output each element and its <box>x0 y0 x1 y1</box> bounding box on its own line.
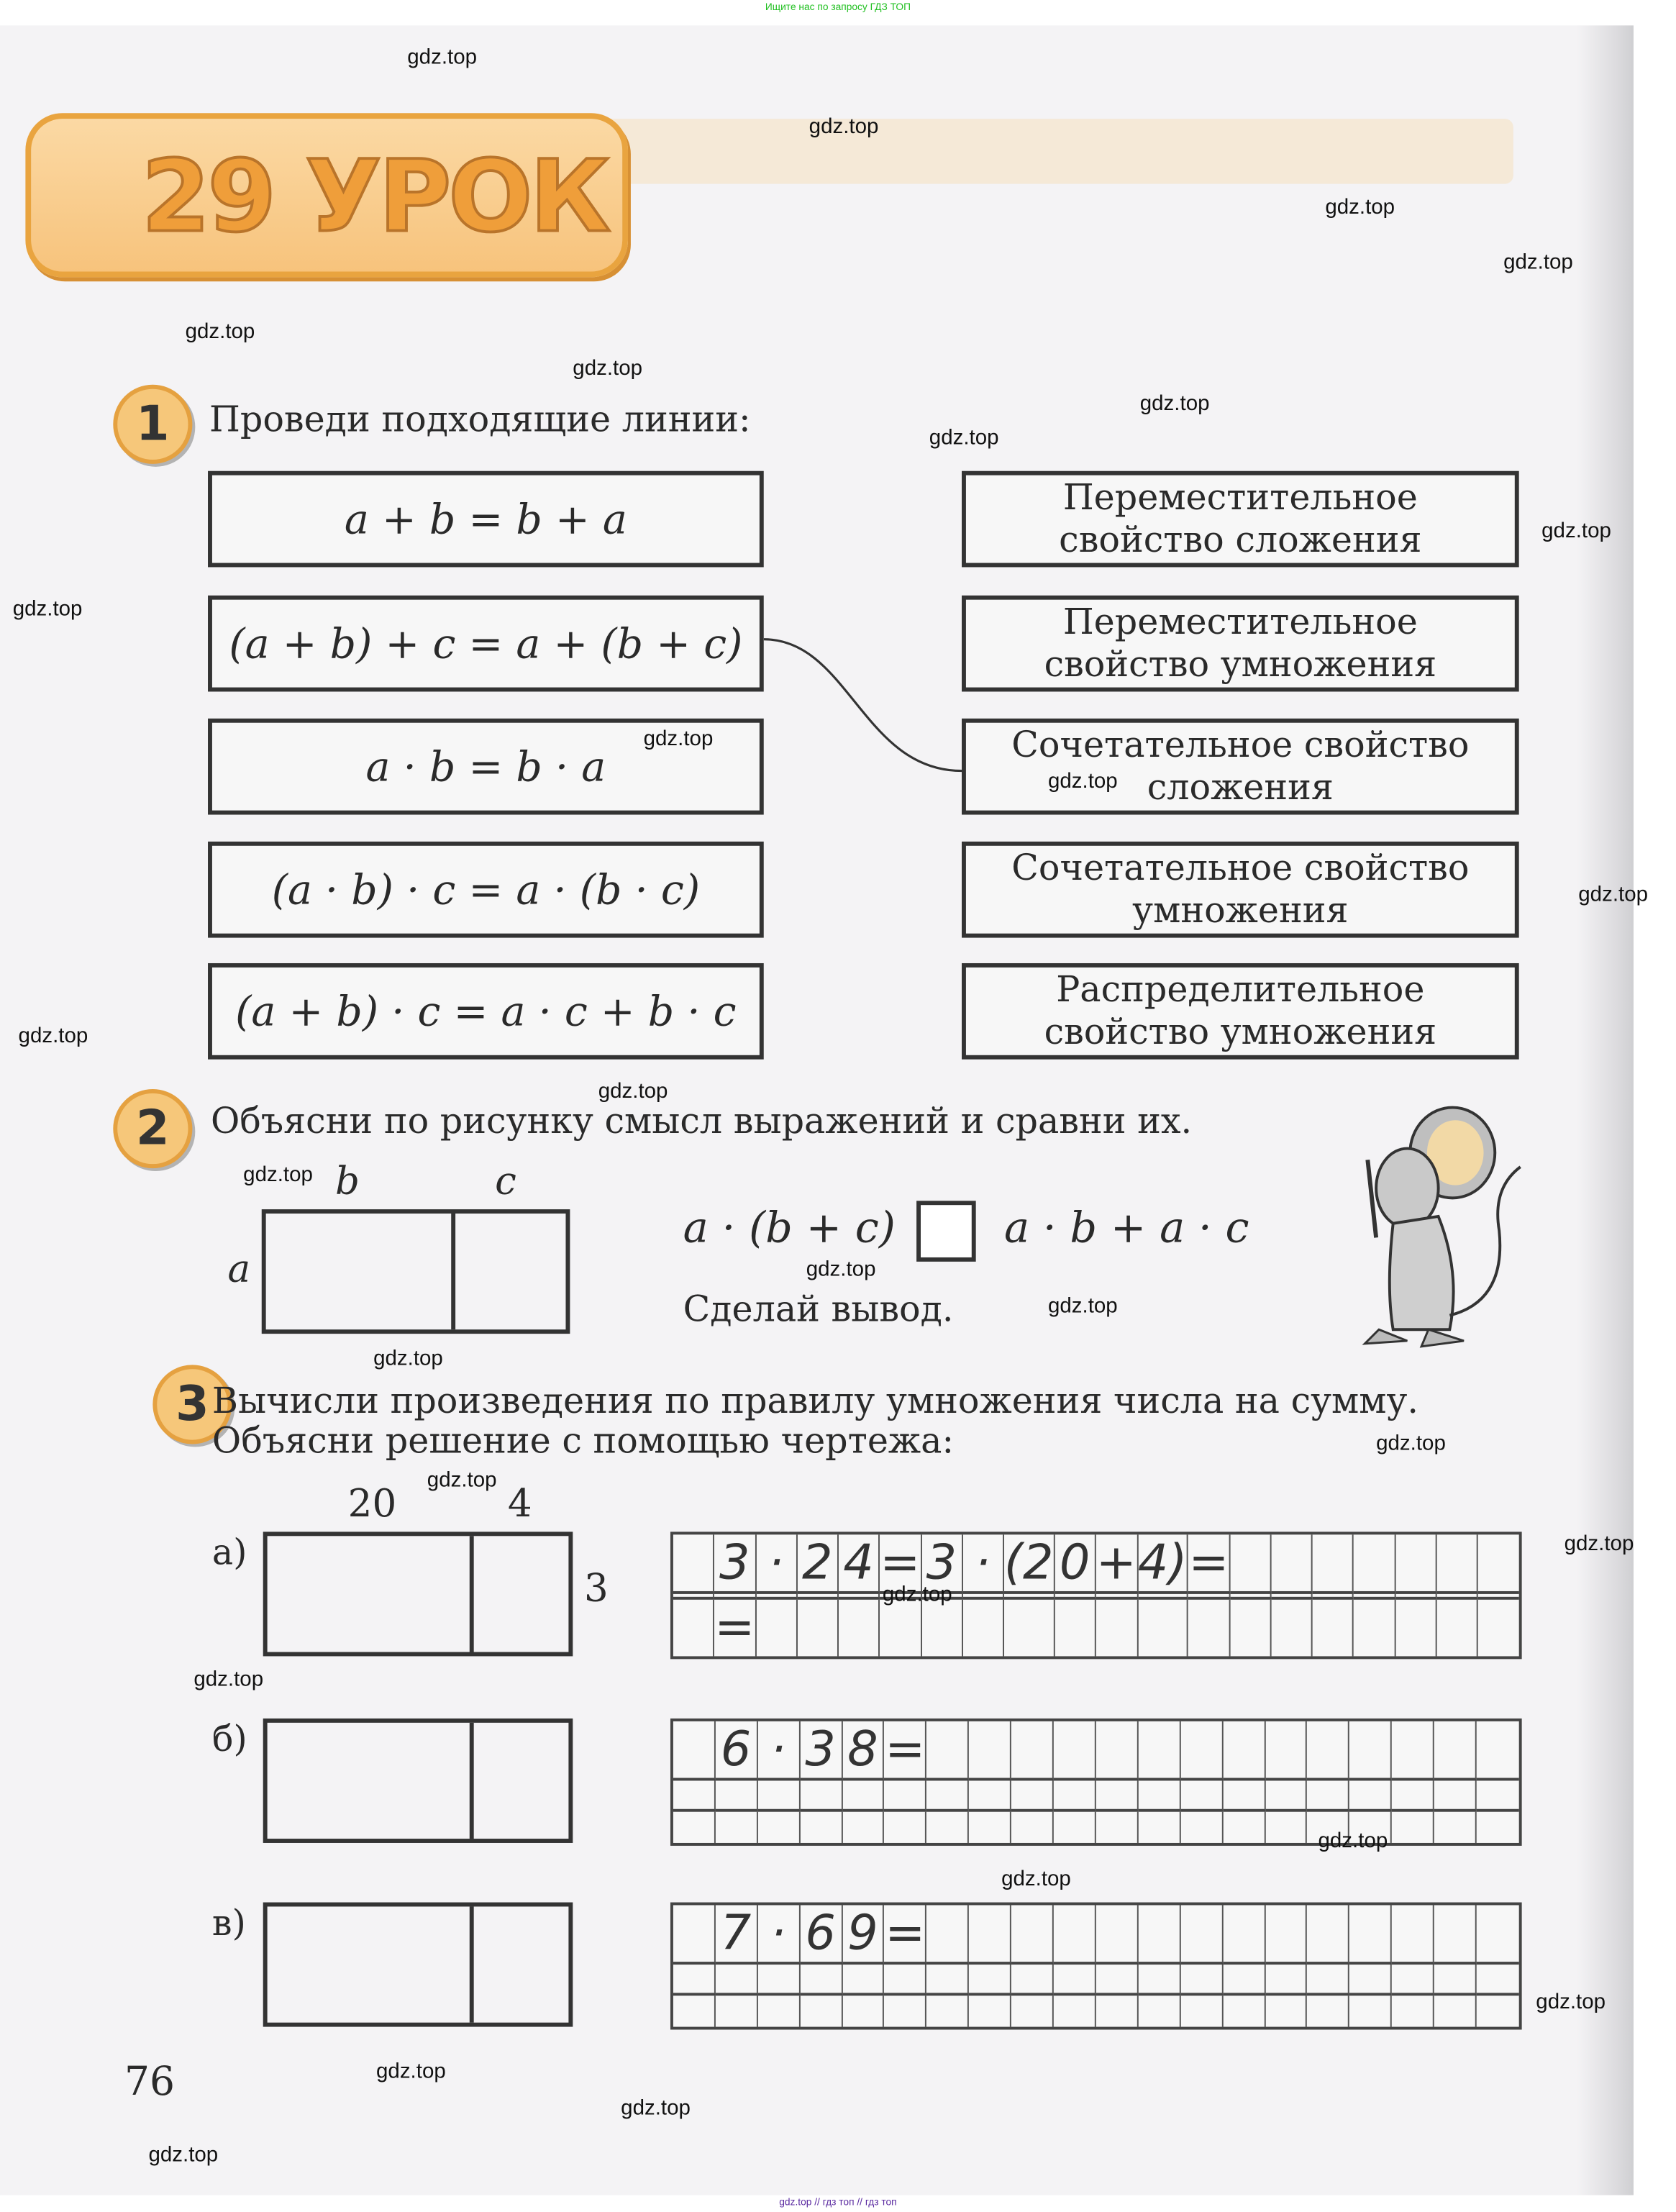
grid-cell[interactable]: = <box>885 1721 927 1781</box>
task2-title: Объясни по рисунку смысл выражений и сравни их. <box>210 1100 1193 1142</box>
grid-cell[interactable] <box>1308 1965 1350 1995</box>
watermark: gdz.top <box>882 1583 952 1607</box>
watermark: gdz.top <box>1503 250 1573 275</box>
grid-cell[interactable]: · <box>757 1721 800 1781</box>
grid-cell[interactable] <box>1054 1780 1096 1811</box>
grid-cell[interactable] <box>800 1780 842 1811</box>
grid-cell[interactable] <box>1477 1594 1518 1600</box>
grid-cell[interactable]: 6 <box>716 1721 758 1781</box>
grid-cell[interactable]: (2 <box>1004 1534 1055 1594</box>
task3-title-line1: Вычисли произведения по правилу умножения числа на сумму. <box>211 1380 1419 1422</box>
grid-cell[interactable] <box>1096 1594 1138 1600</box>
grid-cell[interactable] <box>969 1965 1011 1995</box>
grid-cell[interactable] <box>1350 1995 1393 2026</box>
grid-cell[interactable] <box>1477 1600 1518 1657</box>
page-number: 76 <box>124 2057 176 2105</box>
grid-cell[interactable]: 8 <box>842 1721 885 1781</box>
grid-cell[interactable] <box>716 1812 758 1843</box>
part-label: а) <box>211 1531 247 1573</box>
property-box[interactable] <box>962 471 1519 568</box>
conclusion-prompt: Сделай вывод. <box>683 1288 954 1330</box>
label-20: 20 <box>347 1482 397 1526</box>
grid-cell[interactable] <box>1055 1594 1096 1600</box>
grid-cell[interactable] <box>1054 1905 1096 1965</box>
grid-cell[interactable] <box>1308 1780 1350 1811</box>
grid-cell[interactable] <box>673 1721 716 1781</box>
grid-cell[interactable] <box>1477 1534 1518 1594</box>
grid-cell[interactable] <box>1350 1780 1393 1811</box>
answer-grid[interactable] <box>670 1719 1522 1846</box>
grid-cell[interactable] <box>1055 1600 1096 1657</box>
grid-cell[interactable] <box>1265 1780 1308 1811</box>
grid-cell[interactable] <box>927 1780 970 1811</box>
watermark: gdz.top <box>1325 195 1395 219</box>
grid-cell[interactable] <box>1392 1965 1434 1995</box>
task1-title: Проведи подходящие линии: <box>209 399 751 440</box>
watermark: gdz.top <box>598 1079 668 1103</box>
property-text: Распределительное свойство умножения <box>1044 968 1437 1052</box>
footer-note: gdz.top // гдз топ // гдз топ <box>779 2198 897 2208</box>
grid-cell[interactable] <box>885 1780 927 1811</box>
watermark: gdz.top <box>1376 1431 1446 1456</box>
grid-cell[interactable] <box>1265 1965 1308 1995</box>
grid-cell[interactable] <box>1230 1534 1271 1594</box>
grid-cell[interactable] <box>1313 1600 1354 1657</box>
property-box[interactable] <box>962 842 1519 938</box>
grid-cell[interactable] <box>927 1721 970 1781</box>
grid-cell[interactable] <box>1477 1721 1519 1781</box>
grid-cell[interactable] <box>1139 1721 1181 1781</box>
grid-cell[interactable] <box>1354 1594 1395 1600</box>
watermark: gdz.top <box>1318 1829 1388 1853</box>
task3-title-line2: Объясни решение с помощью чертежа: <box>211 1420 955 1462</box>
grid-cell[interactable] <box>1139 1780 1181 1811</box>
grid-cell[interactable] <box>1272 1534 1313 1594</box>
left-expression: a · (b + c) <box>683 1203 896 1254</box>
watermark: gdz.top <box>376 2059 446 2084</box>
grid-cell[interactable] <box>1350 1965 1393 1995</box>
grid-cell[interactable] <box>1265 1812 1308 1843</box>
watermark: gdz.top <box>1001 1867 1071 1891</box>
grid-cell[interactable]: 9 <box>842 1905 885 1965</box>
grid-cell[interactable] <box>1436 1594 1477 1600</box>
formula-text: (a + b) · c = a · c + b · c <box>235 987 737 1036</box>
watermark: gdz.top <box>929 425 999 450</box>
grid-cell[interactable] <box>673 1995 716 2026</box>
grid-cell[interactable] <box>673 1534 714 1594</box>
grid-cell[interactable] <box>969 1721 1011 1781</box>
grid-cell[interactable] <box>757 1965 800 1995</box>
grid-cell[interactable] <box>1308 1995 1350 2026</box>
grid-cell[interactable] <box>1054 1965 1096 1995</box>
grid-cell[interactable] <box>1313 1534 1354 1594</box>
grid-cell[interactable]: · <box>963 1534 1004 1594</box>
grid-cell[interactable] <box>1011 1905 1054 1965</box>
grid-cell[interactable] <box>1272 1594 1313 1600</box>
grid-cell[interactable]: = <box>1188 1534 1230 1594</box>
grid-cell[interactable] <box>716 1780 758 1811</box>
grid-cell[interactable] <box>963 1600 1004 1657</box>
grid-cell[interactable] <box>1223 1721 1265 1781</box>
grid-cell[interactable] <box>1392 1905 1434 1965</box>
grid-cell[interactable] <box>673 1780 716 1811</box>
grid-cell[interactable] <box>1350 1905 1393 1965</box>
grid-cell[interactable]: + <box>1096 1534 1138 1594</box>
label-4: 4 <box>507 1482 532 1526</box>
grid-cell[interactable] <box>1180 1905 1223 1965</box>
grid-cell[interactable] <box>1180 1780 1223 1811</box>
grid-cell[interactable] <box>927 1812 970 1843</box>
grid-cell[interactable] <box>1054 1812 1096 1843</box>
grid-cell[interactable] <box>756 1594 797 1600</box>
grid-cell[interactable]: = <box>880 1534 921 1594</box>
grid-cell[interactable] <box>1477 1905 1519 1965</box>
grid-cell[interactable] <box>1139 1965 1181 1995</box>
grid-cell[interactable] <box>1180 1965 1223 1995</box>
formula-box[interactable] <box>208 596 764 692</box>
grid-cell[interactable] <box>880 1600 921 1657</box>
grid-cell[interactable] <box>963 1594 1004 1600</box>
grid-cell[interactable] <box>1180 1721 1223 1781</box>
grid-cell[interactable] <box>1392 1721 1434 1781</box>
grid-cell[interactable] <box>1265 1721 1308 1781</box>
grid-cell[interactable]: 4 <box>839 1534 880 1594</box>
grid-cell[interactable] <box>1434 1995 1477 2026</box>
grid-cell[interactable] <box>969 1905 1011 1965</box>
grid-cell[interactable] <box>1223 1905 1265 1965</box>
grid-cell[interactable] <box>800 1965 842 1995</box>
grid-cell[interactable] <box>1180 1812 1223 1843</box>
grid-cell[interactable] <box>1223 1812 1265 1843</box>
property-box[interactable] <box>962 963 1519 1060</box>
area-diagram <box>262 1209 570 1334</box>
watermark: gdz.top <box>1047 1294 1118 1319</box>
watermark: gdz.top <box>12 596 83 622</box>
answer-grid[interactable] <box>670 1903 1522 2030</box>
grid-cell[interactable] <box>798 1600 839 1657</box>
part-label: б) <box>211 1718 247 1760</box>
watermark: gdz.top <box>1578 882 1649 907</box>
grid-cell[interactable] <box>1054 1995 1096 2026</box>
watermark: gdz.top <box>243 1162 313 1187</box>
area-diagram <box>263 1903 573 2027</box>
grid-cell[interactable] <box>1350 1721 1393 1781</box>
grid-cell[interactable] <box>673 1600 714 1657</box>
formula-box[interactable] <box>208 471 764 568</box>
grid-cell[interactable]: 7 <box>716 1905 758 1965</box>
grid-cell[interactable] <box>1011 1812 1054 1843</box>
grid-cell[interactable] <box>1180 1995 1223 2026</box>
grid-cell[interactable] <box>1096 1721 1139 1781</box>
grid-cell[interactable] <box>1313 1594 1354 1600</box>
part-label: в) <box>211 1902 246 1944</box>
grid-cell[interactable] <box>1436 1534 1477 1594</box>
grid-cell[interactable] <box>1096 1965 1139 1995</box>
grid-cell[interactable] <box>1477 1965 1519 1995</box>
grid-cell[interactable] <box>1395 1594 1436 1600</box>
grid-cell[interactable] <box>1434 1905 1477 1965</box>
grid-cell[interactable] <box>1272 1600 1313 1657</box>
watermark: gdz.top <box>18 1024 88 1048</box>
grid-cell[interactable]: · <box>757 1905 800 1965</box>
grid-cell[interactable] <box>716 1965 758 1995</box>
grid-cell[interactable] <box>798 1594 839 1600</box>
grid-cell[interactable]: 3 <box>800 1721 842 1781</box>
grid-cell[interactable]: 4) <box>1138 1534 1189 1594</box>
grid-cell[interactable] <box>1004 1600 1055 1657</box>
grid-cell[interactable] <box>1434 1721 1477 1781</box>
grid-cell[interactable] <box>969 1995 1011 2026</box>
grid-cell[interactable] <box>1096 1780 1139 1811</box>
label-3: 3 <box>584 1567 609 1611</box>
property-text: Переместительное свойство сложения <box>1059 476 1422 560</box>
grid-cell[interactable] <box>839 1594 880 1600</box>
grid-cell[interactable]: 0 <box>1055 1534 1096 1594</box>
formula-text: a + b = b + a <box>344 495 627 544</box>
grid-cell[interactable] <box>1477 1812 1519 1843</box>
grid-cell[interactable]: 3 <box>921 1534 962 1594</box>
grid-cell[interactable] <box>1223 1995 1265 2026</box>
grid-cell[interactable] <box>1354 1600 1395 1657</box>
grid-cell[interactable] <box>1434 1965 1477 1995</box>
watermark: gdz.top <box>573 356 643 381</box>
grid-cell[interactable]: 6 <box>800 1905 842 1965</box>
grid-cell[interactable] <box>885 1812 927 1843</box>
grid-cell[interactable] <box>1354 1534 1395 1594</box>
grid-cell[interactable] <box>1395 1534 1436 1594</box>
grid-cell[interactable] <box>1434 1780 1477 1811</box>
grid-cell[interactable] <box>1395 1600 1436 1657</box>
task-number-1: 1 <box>113 385 192 464</box>
property-text: Сочетательное свойство умножения <box>1011 847 1470 931</box>
grid-cell[interactable] <box>1392 1995 1434 2026</box>
watermark: gdz.top <box>1541 519 1611 544</box>
grid-cell[interactable]: = <box>885 1905 927 1965</box>
grid-cell[interactable] <box>1139 1812 1181 1843</box>
grid-cell[interactable] <box>1230 1594 1271 1600</box>
grid-cell[interactable] <box>756 1600 797 1657</box>
grid-cell[interactable] <box>1308 1721 1350 1781</box>
grid-cell[interactable]: 3 <box>714 1534 756 1594</box>
header-note: Ищите нас по запросу ГДЗ ТОП <box>765 2 911 13</box>
grid-cell[interactable] <box>1096 1905 1139 1965</box>
grid-cell[interactable] <box>1230 1600 1271 1657</box>
watermark: gdz.top <box>806 1257 876 1282</box>
grid-cell[interactable] <box>969 1812 1011 1843</box>
grid-cell[interactable] <box>673 1965 716 1995</box>
grid-cell[interactable]: · <box>756 1534 797 1594</box>
formula-text: a · b = b · a <box>365 742 606 791</box>
grid-cell[interactable] <box>1011 1965 1054 1995</box>
watermark: gdz.top <box>643 727 714 752</box>
grid-cell[interactable] <box>1392 1812 1434 1843</box>
grid-cell[interactable] <box>1223 1780 1265 1811</box>
grid-cell[interactable] <box>1308 1905 1350 1965</box>
grid-cell[interactable] <box>1223 1965 1265 1995</box>
grid-cell[interactable] <box>716 1995 758 2026</box>
area-diagram <box>263 1531 573 1656</box>
grid-cell[interactable] <box>885 1965 927 1995</box>
formula-box[interactable] <box>208 963 764 1060</box>
grid-cell[interactable] <box>1188 1594 1230 1600</box>
mouse-illustration <box>1351 1103 1535 1351</box>
task-number-2: 2 <box>113 1089 192 1168</box>
grid-cell[interactable] <box>757 1780 800 1811</box>
formula-box[interactable] <box>208 842 764 938</box>
grid-cell[interactable] <box>927 1995 970 2026</box>
grid-cell[interactable] <box>673 1594 714 1600</box>
property-box[interactable] <box>962 596 1519 692</box>
grid-cell[interactable] <box>839 1600 880 1657</box>
property-text: Переместительное свойство умножения <box>1044 601 1437 685</box>
grid-cell[interactable] <box>1139 1905 1181 1965</box>
grid-cell[interactable] <box>1392 1780 1434 1811</box>
watermark: gdz.top <box>193 1667 264 1692</box>
grid-cell[interactable] <box>757 1995 800 2026</box>
watermark: gdz.top <box>621 2095 691 2121</box>
grid-cell[interactable] <box>714 1594 756 1600</box>
grid-cell[interactable] <box>1265 1905 1308 1965</box>
grid-cell[interactable] <box>1054 1721 1096 1781</box>
grid-cell[interactable] <box>1011 1780 1054 1811</box>
answer-grid[interactable] <box>670 1531 1522 1659</box>
property-text: Сочетательное свойство сложения <box>1011 724 1470 808</box>
grid-cell[interactable] <box>1096 1995 1139 2026</box>
grid-cell[interactable] <box>842 1812 885 1843</box>
grid-cell[interactable]: 2 <box>798 1534 839 1594</box>
grid-cell[interactable] <box>1477 1995 1519 2026</box>
area-diagram <box>263 1719 573 1843</box>
grid-cell[interactable] <box>757 1812 800 1843</box>
lesson-title: 29 УРОК <box>141 138 609 255</box>
grid-cell[interactable] <box>1011 1721 1054 1781</box>
grid-cell[interactable] <box>1477 1780 1519 1811</box>
grid-cell[interactable] <box>885 1995 927 2026</box>
grid-cell[interactable] <box>842 1965 885 1995</box>
grid-cell[interactable] <box>927 1905 970 1965</box>
grid-cell[interactable] <box>921 1600 962 1657</box>
grid-cell[interactable] <box>1138 1594 1189 1600</box>
grid-cell[interactable] <box>1436 1600 1477 1657</box>
grid-cell[interactable] <box>1434 1812 1477 1843</box>
comparison-sign-input[interactable] <box>916 1201 976 1262</box>
watermark: gdz.top <box>373 1346 443 1371</box>
property-box[interactable] <box>962 719 1519 815</box>
grid-cell[interactable] <box>1096 1600 1138 1657</box>
grid-cell[interactable] <box>1265 1995 1308 2026</box>
grid-cell[interactable] <box>673 1905 716 1965</box>
grid-cell[interactable] <box>800 1812 842 1843</box>
watermark: gdz.top <box>185 319 255 344</box>
grid-cell[interactable] <box>800 1995 842 2026</box>
label-a: a <box>227 1247 251 1292</box>
formula-text: (a · b) · c = a · (b · c) <box>271 865 701 914</box>
grid-cell[interactable] <box>842 1780 885 1811</box>
watermark: gdz.top <box>1564 1531 1634 1556</box>
grid-cell[interactable] <box>969 1780 1011 1811</box>
grid-cell[interactable] <box>673 1812 716 1843</box>
grid-cell[interactable] <box>1188 1600 1230 1657</box>
watermark: gdz.top <box>1047 769 1118 794</box>
grid-cell[interactable] <box>1096 1812 1139 1843</box>
grid-cell[interactable]: = <box>714 1599 755 1657</box>
grid-cell[interactable] <box>1139 1995 1181 2026</box>
label-b: b <box>334 1160 360 1204</box>
grid-cell[interactable] <box>1138 1600 1189 1657</box>
label-c: c <box>495 1160 516 1204</box>
watermark: gdz.top <box>809 114 879 139</box>
watermark: gdz.top <box>148 2142 219 2167</box>
grid-cell[interactable] <box>1004 1594 1055 1600</box>
watermark: gdz.top <box>1139 391 1210 417</box>
grid-cell[interactable] <box>1011 1995 1054 2026</box>
watermark: gdz.top <box>1536 1990 1606 2014</box>
right-expression: a · b + a · c <box>1004 1203 1249 1254</box>
watermark: gdz.top <box>427 1467 497 1493</box>
grid-cell[interactable] <box>927 1965 970 1995</box>
formula-text: (a + b) + c = a + (b + c) <box>229 619 743 668</box>
grid-cell[interactable] <box>842 1995 885 2026</box>
watermark: gdz.top <box>407 45 478 70</box>
task-number-3: 3 <box>152 1365 232 1444</box>
